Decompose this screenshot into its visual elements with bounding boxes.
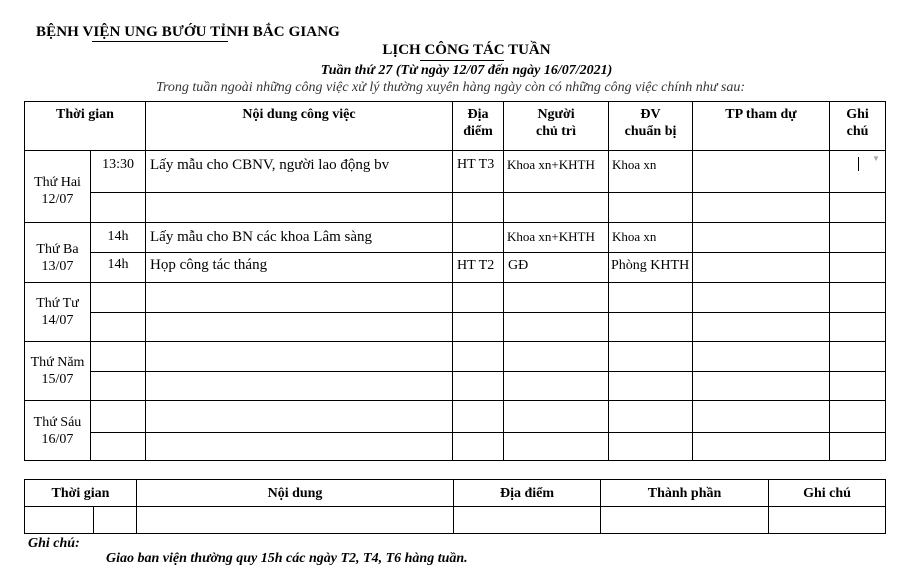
prep-cell[interactable] [609, 313, 693, 342]
note-cell[interactable] [830, 253, 886, 283]
prep-cell[interactable] [609, 283, 693, 313]
table-row [25, 283, 886, 313]
content-cell[interactable] [146, 193, 453, 223]
col-header-time: Thời gian [25, 102, 146, 151]
day-cell-monday [25, 151, 91, 223]
note-cell[interactable] [830, 313, 886, 342]
time-cell[interactable]: 14h [91, 253, 146, 283]
note-cell[interactable] [830, 401, 886, 433]
note-cell[interactable] [830, 283, 886, 313]
day-date: 16/07 [41, 431, 74, 447]
col-header-host-line2: chủ trì [535, 124, 577, 139]
day-label: Thứ Năm [30, 355, 85, 370]
table-row [25, 507, 886, 534]
content-cell[interactable] [146, 342, 453, 372]
prep-cell[interactable] [609, 193, 693, 223]
prep-cell[interactable] [609, 433, 693, 461]
content-cell[interactable]: Lấy mẫu cho CBNV, người lao động bv [146, 151, 453, 193]
attend-cell[interactable] [693, 372, 830, 401]
extra-header-row [25, 480, 886, 507]
page-title: LỊCH CÔNG TÁC TUẦN [382, 42, 551, 58]
place-cell[interactable] [453, 223, 504, 253]
table-row [25, 401, 886, 433]
day-cell-wednesday [25, 283, 91, 342]
attend-cell[interactable] [693, 433, 830, 461]
day-cell-friday [25, 401, 91, 461]
host-cell[interactable] [504, 433, 609, 461]
table-row [25, 193, 886, 223]
attend-cell[interactable] [693, 313, 830, 342]
col-header-prep-line2: chuẩn bị [624, 124, 677, 139]
place-cell[interactable] [453, 372, 504, 401]
attend-cell[interactable] [693, 253, 830, 283]
note-cell[interactable] [830, 342, 886, 372]
note-cell[interactable] [830, 372, 886, 401]
col-header-note [830, 102, 886, 151]
col-header-content: Nội dung công việc [146, 102, 453, 151]
place-cell[interactable] [453, 342, 504, 372]
schedule-table [24, 101, 886, 461]
day-cell-tuesday [25, 223, 91, 283]
place-cell[interactable] [453, 433, 504, 461]
attend-cell[interactable] [693, 193, 830, 223]
host-cell[interactable] [504, 313, 609, 342]
time-cell[interactable]: 13:30 [91, 151, 146, 193]
table-row [25, 372, 886, 401]
attend-cell[interactable] [693, 223, 830, 253]
notes-label: Ghi chú: [28, 536, 80, 551]
title-underline [420, 60, 504, 61]
prep-cell[interactable]: Phòng KHTH [609, 253, 693, 283]
place-cell[interactable]: HT T3 [453, 151, 504, 193]
attend-cell[interactable] [693, 283, 830, 313]
host-cell[interactable] [504, 283, 609, 313]
week-subtitle: Tuần thứ 27 (Từ ngày 12/07 đến ngày 16/07/2021) [320, 63, 613, 78]
prep-cell[interactable] [609, 372, 693, 401]
place-cell[interactable] [453, 283, 504, 313]
day-date: 13/07 [41, 258, 74, 274]
table-row [25, 253, 886, 283]
host-cell[interactable] [504, 372, 609, 401]
prep-cell[interactable]: Khoa xn [609, 151, 693, 193]
col-header-host [504, 102, 609, 151]
prep-cell[interactable] [609, 401, 693, 433]
attend-cell[interactable] [693, 151, 830, 193]
extra-schedule-table [24, 479, 886, 534]
attend-cell[interactable] [693, 342, 830, 372]
host-cell[interactable] [504, 401, 609, 433]
note-cell[interactable] [830, 193, 886, 223]
col-header-place-line1: Địa [467, 107, 489, 122]
table-row [25, 342, 886, 372]
time-cell[interactable] [91, 342, 146, 372]
prep-cell[interactable]: Khoa xn [609, 223, 693, 253]
day-date: 14/07 [41, 313, 74, 328]
attend-cell[interactable] [693, 401, 830, 433]
extra-col-note: Ghi chú [769, 480, 886, 507]
extra-col-place: Địa điểm [454, 480, 601, 507]
host-cell[interactable] [504, 193, 609, 223]
col-header-prep-line1: ĐV [640, 107, 661, 122]
table-row [25, 433, 886, 461]
day-date: 15/07 [41, 372, 74, 387]
intro-text: Trong tuần ngoài những công việc xử lý thường xuyên hàng ngày còn có những công việc chính như sau: [155, 80, 746, 95]
content-cell[interactable] [146, 433, 453, 461]
hospital-name: BỆNH VIỆN UNG BƯỚU TỈNH BẮC GIANG [36, 24, 340, 40]
extra-cell[interactable] [769, 507, 886, 534]
dropdown-arrow-icon[interactable]: ▼ [872, 154, 880, 163]
content-cell[interactable] [146, 313, 453, 342]
day-label: Thứ Tư [36, 296, 79, 311]
day-cell-thursday [25, 342, 91, 401]
extra-col-members: Thành phần [601, 480, 769, 507]
extra-cell[interactable] [94, 507, 137, 534]
time-cell[interactable]: 14h [91, 223, 146, 253]
content-cell[interactable]: Họp công tác tháng [146, 253, 453, 283]
time-cell[interactable] [91, 313, 146, 342]
host-cell[interactable]: GĐ [504, 253, 609, 283]
content-cell[interactable] [146, 372, 453, 401]
col-header-note-line1: Ghi [846, 107, 869, 122]
place-cell[interactable] [453, 193, 504, 223]
col-header-host-line1: Người [537, 107, 575, 122]
host-cell[interactable] [504, 342, 609, 372]
notes-text: Giao ban viện thường quy 15h các ngày T2, T4, T6 hàng tuần. [106, 551, 468, 566]
table-row [25, 313, 886, 342]
note-cell[interactable] [830, 433, 886, 461]
prep-cell[interactable] [609, 342, 693, 372]
host-cell[interactable]: Khoa xn+KHTH [504, 223, 609, 253]
content-cell[interactable] [146, 283, 453, 313]
table-row [25, 223, 886, 253]
text-cursor [858, 157, 859, 171]
col-header-prep [609, 102, 693, 151]
content-cell[interactable] [146, 401, 453, 433]
content-cell[interactable]: Lấy mẫu cho BN các khoa Lâm sàng [146, 223, 453, 253]
time-cell[interactable] [91, 401, 146, 433]
extra-cell[interactable] [137, 507, 454, 534]
day-label: Thứ Sáu [33, 414, 82, 430]
time-cell[interactable] [91, 193, 146, 223]
day-label: Thứ Ba [36, 241, 79, 257]
host-cell[interactable]: Khoa xn+KHTH [504, 151, 609, 193]
place-cell[interactable] [453, 313, 504, 342]
time-cell[interactable] [91, 433, 146, 461]
day-date: 12/07 [41, 191, 74, 207]
col-header-place-line2: điểm [463, 124, 493, 139]
extra-cell[interactable] [454, 507, 601, 534]
extra-col-content: Nội dung [137, 480, 454, 507]
schedule-header-row [25, 102, 886, 151]
col-header-attend: TP tham dự [693, 102, 830, 151]
time-cell[interactable] [91, 372, 146, 401]
extra-col-time: Thời gian [25, 480, 137, 507]
place-cell[interactable]: HT T2 [453, 253, 504, 283]
extra-cell[interactable] [601, 507, 769, 534]
note-cell[interactable] [830, 223, 886, 253]
time-cell[interactable] [91, 283, 146, 313]
place-cell[interactable] [453, 401, 504, 433]
table-row [25, 151, 886, 193]
col-header-place [453, 102, 504, 151]
extra-cell[interactable] [25, 507, 94, 534]
day-label: Thứ Hai [34, 174, 81, 190]
col-header-note-line2: chú [846, 124, 869, 139]
